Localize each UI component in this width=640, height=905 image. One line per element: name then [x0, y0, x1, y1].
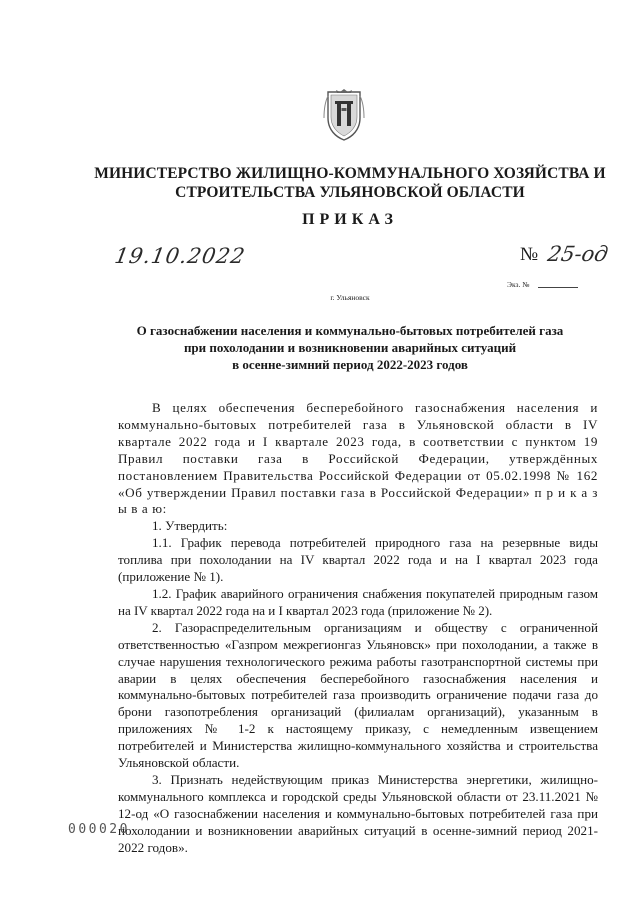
- clause-1-2: 1.2. График аварийного ограничения снабжения покупателей природным газом на IV квартал 2022 года на и I квартал 2023 года (приложение № 2).: [118, 585, 598, 618]
- intro-paragraph: В целях обеспечения бесперебойного газоснабжения населения и коммунально-бытовых потребителей газа в Ульяновской области в IV квартале 2022 года и I квартале 2023 года, в соответствии с пунктом 19 Правил поставки газа в Российской Федерации, утверждённых постановлением Правительства Российской Федерации от 05.02.1998 № 162 «Об утверждении Правил поставки газа в Российской Федерации» п р и к а з ы в а ю:: [118, 400, 598, 517]
- subject-line3: в осенне-зимний период 2022-2023 годов: [232, 357, 468, 372]
- subject-line1: О газоснабжении населения и коммунально-бытовых потребителей газа: [136, 323, 564, 338]
- ministry-name-line2: СТРОИТЕЛЬСТВА УЛЬЯНОВСКОЙ ОБЛАСТИ: [175, 184, 525, 201]
- clause-3: 3. Признать недействующим приказ Министерства энергетики, жилищно-коммунального комплекса и городской среды Ульяновской области от 23.11.2021 № 12-од «О газоснабжении населения и коммунально-бытовых потребителей газа при похолодании и возникновении аварийных ситуаций в осенне-зимний период 2021-2022 годов».: [118, 771, 598, 855]
- ministry-name-line1: МИНИСТЕРСТВО ЖИЛИЩНО-КОММУНАЛЬНОГО ХОЗЯЙСТВА И: [94, 165, 606, 182]
- order-number-label: №: [520, 244, 539, 265]
- order-body: [118, 400, 598, 856]
- clause-1-1: 1.1. График перевода потребителей природного газа на резервные виды топлива при похолодании на IV квартал 2022 года и на I квартал 2023 года (приложение № 1).: [118, 535, 598, 585]
- clause-2: 2. Газораспределительным организациям и обществу с ограниченной ответственностью «Газпром межрегионгаз Ульяновск» при похолодании, а также в случае нарушения технологического режима работы газотранспортной системы при аварии в целях обеспечения бесперебойного газоснабжения населения и коммунально-бытовых потребителей газа производить ограничение подачи газа до брони газопотребления организаций (филиалам организаций), указанным в приложениях № 1-2 к настоящему приказу, с немедленным извещением потребителей и Министерства жилищно-коммунального хозяйства и строительства Ульяновской области.: [118, 619, 598, 771]
- subject-line2: при похолодании и возникновении аварийных ситуаций: [183, 340, 517, 355]
- clause-1: 1. Утвердить:: [152, 518, 228, 534]
- city-label: г. Ульяновск: [330, 293, 370, 302]
- copy-number-blank: [538, 287, 578, 288]
- document-type-title: ПРИКАЗ: [302, 211, 398, 228]
- coat-of-arms-emblem: [322, 88, 366, 142]
- handwritten-order-number: 25-од: [545, 242, 610, 266]
- handwritten-date: 19.10.2022: [112, 244, 248, 268]
- copy-number-label: Экз. №: [507, 280, 530, 289]
- page-number-stamp: 000020: [68, 822, 130, 837]
